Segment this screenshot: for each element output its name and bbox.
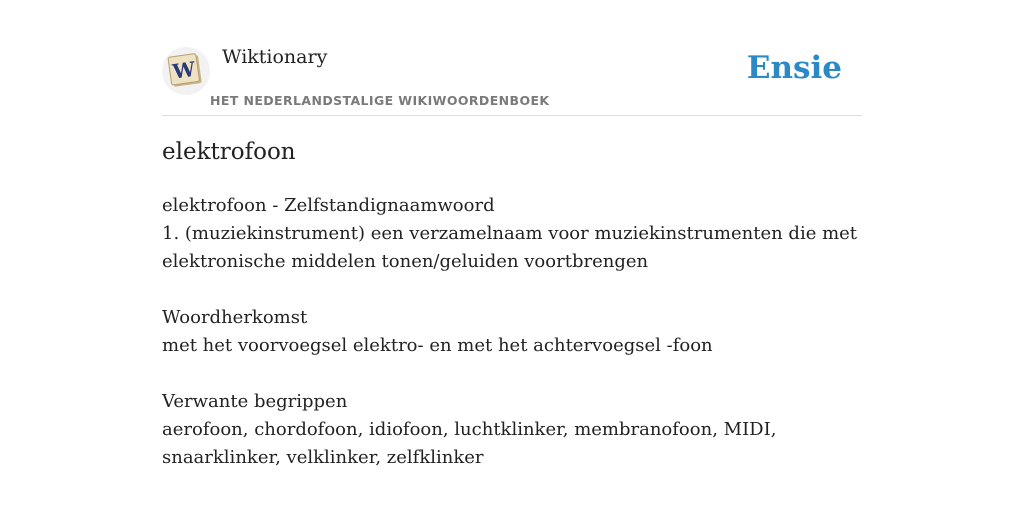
page-title: elektrofoon: [162, 139, 296, 165]
entry-line-definition: 1. (muziekinstrument) een verzamelnaam voor muziekinstrumenten die met: [162, 223, 858, 244]
wiktionary-logo-icon[interactable]: [162, 47, 210, 95]
site-tagline: HET NEDERLANDSTALIGE WIKIWOORDENBOEK: [210, 93, 550, 108]
site-name[interactable]: Wiktionary: [222, 46, 328, 68]
entry-line-related-terms: aerofoon, chordofoon, idiofoon, luchtklinker, membranofoon, MIDI,: [162, 419, 777, 440]
entry-line-etymology: met het voorvoegsel elektro- en met het achtervoegsel -foon: [162, 335, 713, 356]
site-header: [162, 0, 862, 116]
entry-body: [162, 192, 862, 472]
page: [162, 0, 862, 512]
entry-line-part-of-speech: elektrofoon - Zelfstandignaamwoord: [162, 195, 495, 216]
section-heading-related: Verwante begrippen: [162, 391, 348, 412]
section-heading-etymology: Woordherkomst: [162, 307, 308, 328]
ensie-brand-link[interactable]: Ensie: [746, 50, 842, 86]
entry-line-definition-cont: elektronische middelen tonen/geluiden voortbrengen: [162, 251, 649, 272]
entry-line-blank: [162, 360, 862, 388]
entry-line-related-terms-cont: snaarklinker, velklinker, zelfklinker: [162, 447, 484, 468]
svg-text:W: W: [171, 56, 197, 84]
entry-line-blank: [162, 276, 862, 304]
